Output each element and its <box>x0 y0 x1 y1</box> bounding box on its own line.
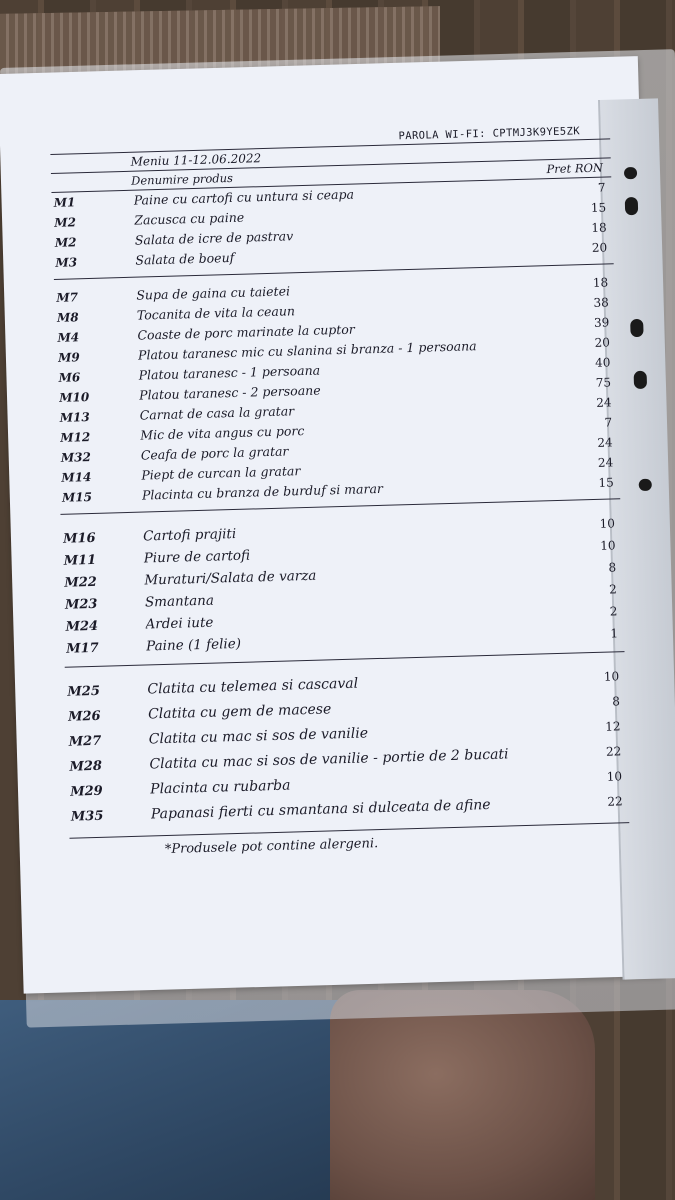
item-price: 15 <box>590 200 607 215</box>
item-price: 24 <box>597 435 613 450</box>
item-code: M35 <box>70 808 104 825</box>
item-name: Tocanita de vita la ceaun <box>136 303 296 323</box>
item-code: M32 <box>60 449 92 465</box>
item-price: 10 <box>603 669 620 684</box>
item-code: M22 <box>64 574 98 591</box>
item-name: Carnat de casa la gratar <box>139 403 295 423</box>
column-product: Denumire produs <box>130 170 234 188</box>
item-name: Paine cu cartofi cu untura si ceapa <box>133 186 355 208</box>
item-name: Clatita cu mac si sos de vanilie - portie de 2 bucati <box>149 746 509 773</box>
item-price: 7 <box>597 180 606 195</box>
item-code: M28 <box>69 758 103 775</box>
item-code: M9 <box>57 350 80 365</box>
item-price: 10 <box>599 516 616 531</box>
item-code: M25 <box>67 683 101 700</box>
item-code: M11 <box>63 552 97 569</box>
item-price: 10 <box>606 769 623 784</box>
item-price: 39 <box>593 315 610 330</box>
punch-hole <box>630 319 643 337</box>
item-price: 22 <box>605 744 622 759</box>
item-price: 2 <box>608 582 617 597</box>
menu-group <box>54 274 620 510</box>
menu-group <box>61 515 624 663</box>
item-code: M16 <box>62 530 96 547</box>
jeans-background <box>0 1000 360 1200</box>
item-price: 8 <box>608 560 617 575</box>
menu-group <box>52 179 614 275</box>
item-name: Clatita cu telemea si cascaval <box>147 675 359 698</box>
item-price: 1 <box>610 626 619 641</box>
item-price: 40 <box>594 355 611 370</box>
item-code: M1 <box>53 195 76 210</box>
item-price: 24 <box>596 395 612 410</box>
item-name: Piure de cartofi <box>143 547 251 567</box>
item-price: 2 <box>609 604 618 619</box>
item-name: Placinta cu branza de burduf si marar <box>141 480 384 503</box>
item-name: Zacusca cu paine <box>134 209 245 228</box>
punch-hole <box>625 197 638 215</box>
item-code: M13 <box>59 410 90 425</box>
item-price: 12 <box>605 719 621 734</box>
item-price: 75 <box>595 375 612 390</box>
item-name: Platou taranesc - 1 persoana <box>138 362 321 383</box>
item-code: M27 <box>68 733 102 750</box>
item-name: Cartofi prajiti <box>142 525 237 545</box>
item-name: Clatita cu mac si sos de vanilie <box>148 725 369 748</box>
item-name: Clatita cu gem de macese <box>147 701 332 723</box>
item-price: 8 <box>612 694 621 709</box>
item-name: Ardei iute <box>145 614 214 633</box>
punch-hole <box>634 371 647 389</box>
item-code: M6 <box>58 370 81 385</box>
item-code: M2 <box>54 215 77 230</box>
item-code: M7 <box>56 290 79 305</box>
wifi-password: PAROLA WI-FI: CPTMJ3K9YE5ZK <box>398 125 581 143</box>
item-price: 7 <box>604 415 613 430</box>
item-price: 18 <box>591 220 607 235</box>
item-name: Platou taranesc - 2 persoane <box>138 382 321 403</box>
column-price: Pret RON <box>546 160 604 177</box>
item-name: Salata de icre de pastrav <box>134 228 294 248</box>
item-code: M26 <box>67 708 101 725</box>
menu-title: Meniu 11-12.06.2022 <box>130 151 262 169</box>
item-code: M8 <box>56 310 79 325</box>
item-name: Mic de vita angus cu porc <box>140 423 305 443</box>
item-name: Platou taranesc mic cu slanina si branza - 1 persoana <box>137 338 477 363</box>
item-code: M23 <box>64 596 98 613</box>
punch-hole <box>639 479 652 491</box>
punch-hole <box>624 167 637 179</box>
item-price: 15 <box>598 475 614 490</box>
item-price: 20 <box>591 240 608 255</box>
menu-content <box>50 124 630 859</box>
item-name: Piept de curcan la gratar <box>141 463 301 483</box>
item-name: Coaste de porc marinate la cuptor <box>137 321 355 343</box>
item-price: 38 <box>593 295 609 310</box>
item-code: M17 <box>66 640 99 657</box>
item-name: Salata de boeuf <box>135 249 235 268</box>
menu-group <box>65 668 629 834</box>
item-price: 22 <box>607 794 623 809</box>
item-name: Papanasi fierti cu smantana si dulceata de afine <box>150 796 491 823</box>
item-code: M24 <box>65 618 99 635</box>
item-code: M4 <box>57 330 80 345</box>
item-name: Paine (1 felie) <box>145 635 242 655</box>
item-code: M3 <box>55 255 78 270</box>
blanket-background <box>330 990 595 1200</box>
item-name: Supa de gaina cu taietei <box>136 283 291 303</box>
item-price: 18 <box>592 275 609 290</box>
item-code: M2 <box>54 235 77 250</box>
item-code: M10 <box>59 390 90 405</box>
item-code: M12 <box>60 429 91 445</box>
item-code: M29 <box>70 783 103 800</box>
item-name: Muraturi/Salata de varza <box>144 567 317 589</box>
item-name: Smantana <box>144 592 215 611</box>
item-name: Ceafa de porc la gratar <box>140 443 289 463</box>
item-price: 20 <box>594 335 611 350</box>
item-price: 24 <box>597 455 614 470</box>
item-code: M14 <box>61 469 92 485</box>
item-price: 10 <box>600 538 616 553</box>
allergen-note: *Produsele pot contine alergeni. <box>164 836 379 858</box>
item-code: M15 <box>61 489 93 505</box>
item-name: Placinta cu rubarba <box>149 777 291 798</box>
